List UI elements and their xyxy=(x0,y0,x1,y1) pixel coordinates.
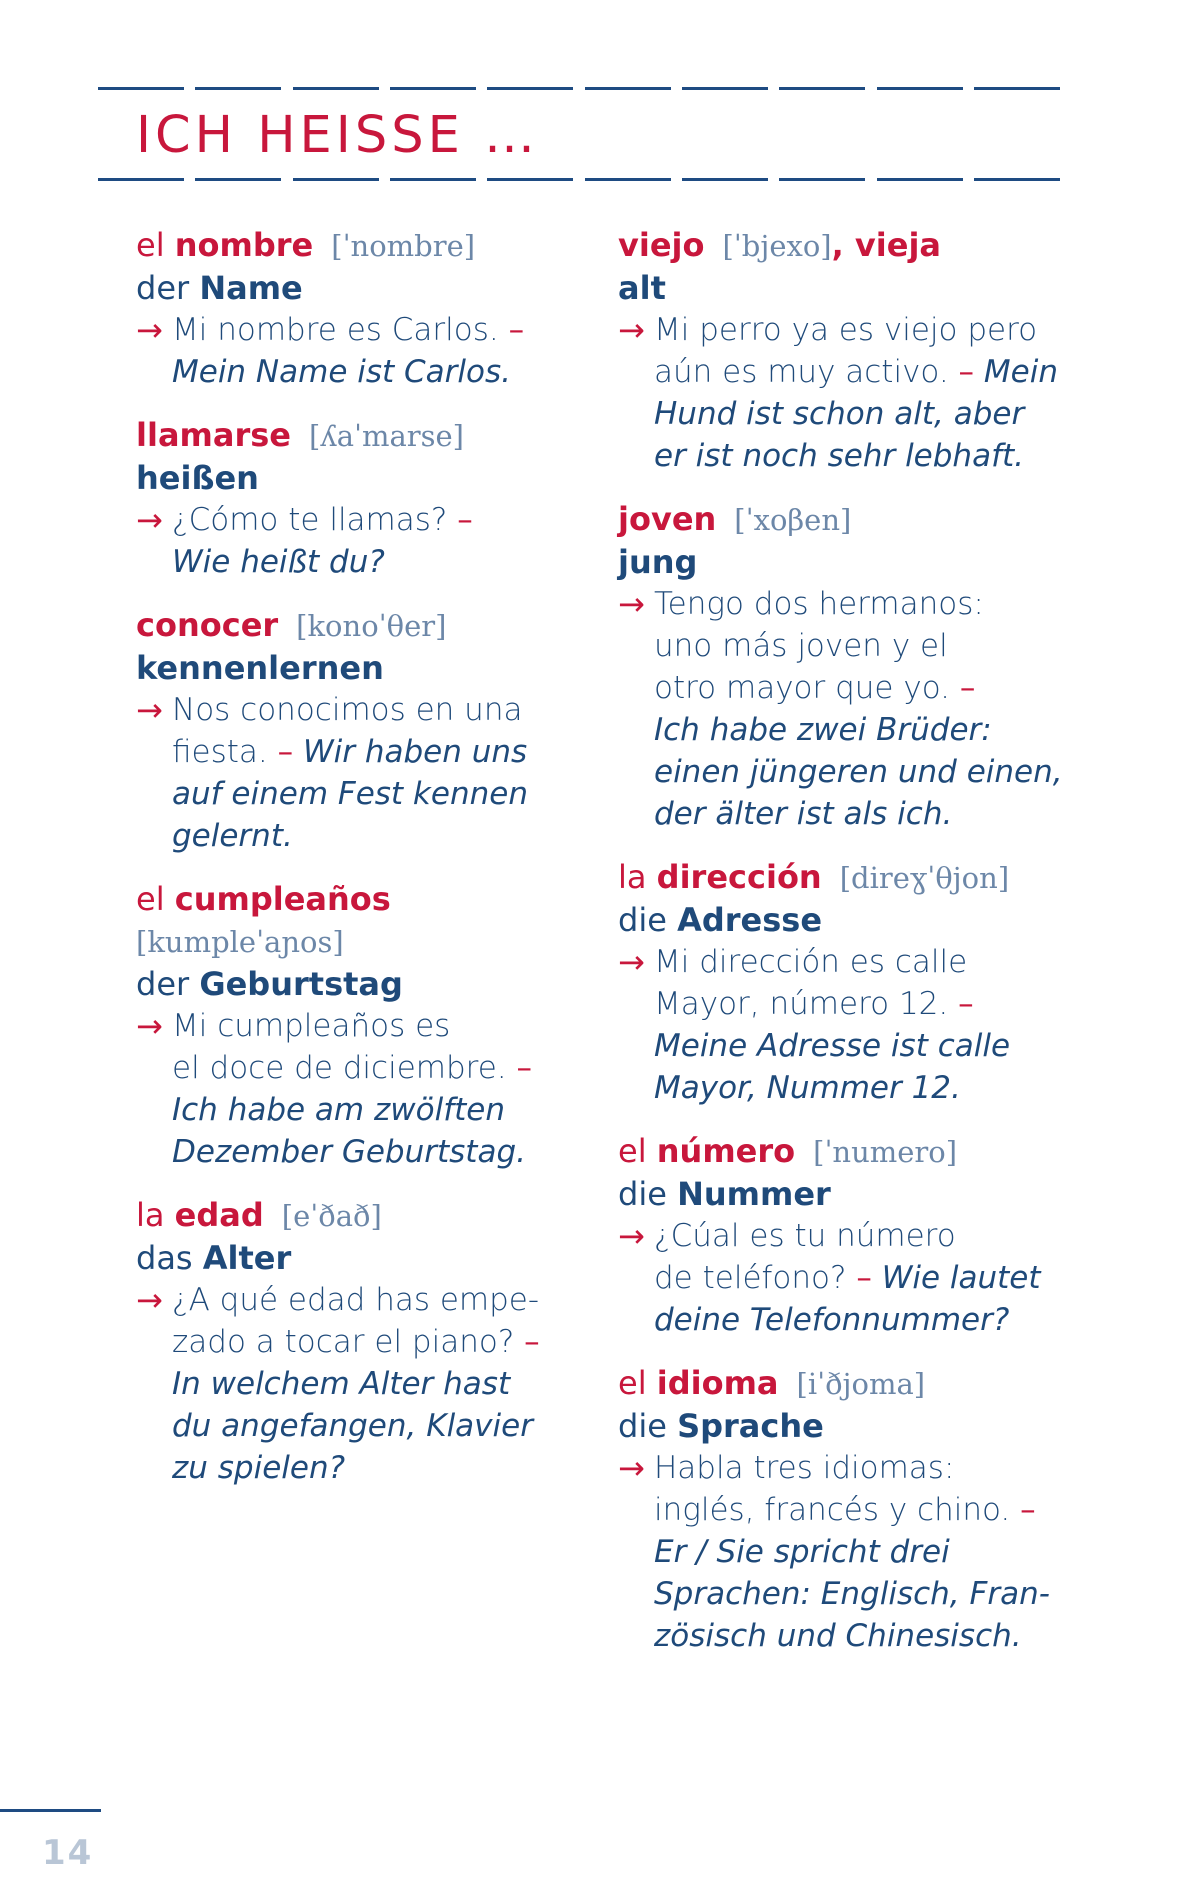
example-sentence xyxy=(136,309,566,393)
example-line xyxy=(654,1215,1048,1257)
example-german: Mein Name ist Carlos. xyxy=(172,354,511,390)
example-german: der älter ist als ich. xyxy=(654,796,953,832)
vocab-entry xyxy=(136,604,566,857)
example-german: Meine Adresse ist calle xyxy=(654,1028,1011,1064)
vocab-entry xyxy=(136,878,566,1173)
page-title: ICH HEISSE … xyxy=(136,106,540,165)
spanish-word: viejo xyxy=(618,226,705,264)
example-german: auf einem Fest kennen xyxy=(172,776,528,812)
right-column xyxy=(618,224,1063,1678)
arrow-right-icon: → xyxy=(136,1281,163,1319)
example-line xyxy=(654,1489,1048,1531)
example-german: Mein xyxy=(983,354,1059,390)
german-word: kennenlernen xyxy=(136,649,384,687)
example-german: Mayor, Nummer 12. xyxy=(654,1070,961,1106)
example-sentence xyxy=(618,1447,1048,1657)
example-line xyxy=(654,1573,1048,1615)
example-line xyxy=(172,309,566,351)
spanish-article: la xyxy=(618,858,657,896)
example-line xyxy=(654,1025,1048,1067)
spanish-feminine-form: , vieja xyxy=(831,226,942,264)
separator-dash: – xyxy=(498,312,525,348)
page-number: 14 xyxy=(42,1833,94,1873)
german-article: die xyxy=(618,1175,678,1213)
example-line xyxy=(654,625,1048,667)
german-article: der xyxy=(136,965,200,1003)
vocab-entry xyxy=(618,1362,1048,1657)
arrow-right-icon: → xyxy=(618,1217,645,1255)
pronunciation: [iˈðjoma] xyxy=(796,1367,926,1401)
spanish-word: joven xyxy=(618,500,717,538)
example-german: Dezember Geburtstag. xyxy=(172,1134,526,1170)
title-bottom-rule xyxy=(98,178,1060,181)
example-line xyxy=(172,1405,566,1447)
example-line xyxy=(172,731,566,773)
german-word: Geburtstag xyxy=(199,965,403,1003)
german-word: Sprache xyxy=(677,1407,824,1445)
german-translation xyxy=(136,267,566,309)
german-article: die xyxy=(618,1407,678,1445)
example-line xyxy=(172,541,566,583)
spanish-headword xyxy=(136,414,566,457)
example-german: zösisch und Chinesisch. xyxy=(654,1618,1022,1654)
example-line xyxy=(172,815,566,857)
vocab-entry xyxy=(618,498,1063,835)
page-number-rule xyxy=(0,1809,101,1812)
pronunciation: [ˈxoβen] xyxy=(734,503,852,537)
example-line xyxy=(654,1531,1048,1573)
german-translation xyxy=(618,541,1048,583)
spanish-word: número xyxy=(656,1132,796,1170)
example-spanish: Mayor, número 12. xyxy=(654,986,949,1022)
example-german: Er / Sie spricht drei xyxy=(654,1534,950,1570)
spanish-article: el xyxy=(136,880,175,918)
example-spanish: zado a tocar el piano? xyxy=(172,1324,515,1360)
example-line xyxy=(654,1067,1048,1109)
spanish-word: edad xyxy=(174,1196,264,1234)
example-german: Ich habe zwei Brüder: xyxy=(654,712,992,748)
pronunciation-line xyxy=(136,920,566,963)
german-word: Nummer xyxy=(677,1175,831,1213)
spanish-word: cumpleaños xyxy=(174,880,391,918)
spanish-article: la xyxy=(136,1196,175,1234)
example-spanish: ¿Cómo te llamas? xyxy=(172,502,448,538)
example-sentence xyxy=(136,1005,566,1173)
example-spanish: Nos conocimos en una xyxy=(172,692,523,728)
example-line xyxy=(654,667,1048,709)
german-article: das xyxy=(136,1239,203,1277)
example-spanish: inglés, francés y chino. xyxy=(654,1492,1011,1528)
example-line xyxy=(654,1257,1048,1299)
title-top-rule xyxy=(98,87,1060,90)
pronunciation: [konoˈθer] xyxy=(296,609,447,643)
example-german: deine Telefonnummer? xyxy=(654,1302,1010,1338)
german-word: Alter xyxy=(202,1239,292,1277)
spanish-headword xyxy=(618,498,1048,541)
spanish-headword xyxy=(136,1194,566,1237)
german-translation xyxy=(618,899,1048,941)
german-article: die xyxy=(618,901,678,939)
separator-dash: – xyxy=(1010,1492,1036,1528)
german-word: Name xyxy=(199,269,303,307)
separator-dash: – xyxy=(846,1260,882,1296)
example-line xyxy=(172,1321,566,1363)
spanish-article: el xyxy=(618,1132,657,1170)
german-word: heißen xyxy=(136,459,259,497)
spanish-article: el xyxy=(136,226,175,264)
german-translation xyxy=(136,457,566,499)
german-word: jung xyxy=(618,543,698,581)
example-german: zu spielen? xyxy=(172,1450,346,1486)
example-line xyxy=(654,793,1048,835)
example-spanish: el doce de diciembre. xyxy=(172,1050,507,1086)
example-sentence xyxy=(136,499,566,583)
example-sentence xyxy=(618,1215,1048,1341)
pronunciation: [ʎaˈmarse] xyxy=(309,419,464,453)
arrow-right-icon: → xyxy=(618,1449,645,1487)
example-german: einen jüngeren und einen, xyxy=(654,754,1063,790)
example-sentence xyxy=(618,583,1063,835)
example-sentence xyxy=(618,309,1059,477)
spanish-word: conocer xyxy=(136,606,279,644)
example-line xyxy=(654,351,1059,393)
example-line xyxy=(654,1615,1048,1657)
example-line xyxy=(654,1447,1048,1489)
german-translation xyxy=(618,1173,1048,1215)
example-spanish: aún es muy activo. xyxy=(654,354,949,390)
spanish-headword xyxy=(618,1130,1048,1173)
german-word: alt xyxy=(618,269,666,307)
example-sentence xyxy=(136,1279,566,1489)
spanish-headword xyxy=(136,878,566,920)
german-translation xyxy=(136,1237,566,1279)
separator-dash: – xyxy=(506,1050,533,1086)
example-german: gelernt. xyxy=(172,818,293,854)
spanish-headword xyxy=(136,604,566,647)
spanish-word: nombre xyxy=(174,226,314,264)
separator-dash: – xyxy=(948,354,984,390)
spanish-headword xyxy=(136,224,566,267)
example-line xyxy=(654,983,1048,1025)
separator-dash: – xyxy=(948,986,974,1022)
example-line xyxy=(172,351,566,393)
arrow-right-icon: → xyxy=(618,943,645,981)
example-spanish: Mi cumpleaños es xyxy=(172,1008,451,1044)
pronunciation: [ˈbjexo] xyxy=(722,229,832,263)
example-line xyxy=(172,773,566,815)
arrow-right-icon: → xyxy=(136,1007,163,1045)
example-german: Hund ist schon alt, aber xyxy=(654,396,1025,432)
arrow-right-icon: → xyxy=(136,691,163,729)
vocab-entry xyxy=(136,224,566,393)
example-line xyxy=(172,1089,566,1131)
example-german: Wir haben uns xyxy=(302,734,528,770)
pronunciation: [ˈnombre] xyxy=(331,229,476,263)
example-spanish: Mi nombre es Carlos. xyxy=(172,312,499,348)
example-line xyxy=(172,1131,566,1173)
arrow-right-icon: → xyxy=(618,311,645,349)
example-german: Wie lautet xyxy=(881,1260,1041,1296)
example-spanish: ¿A qué edad has empe- xyxy=(172,1282,540,1318)
vocab-entry xyxy=(618,856,1048,1109)
example-line xyxy=(654,435,1048,477)
separator-dash: – xyxy=(514,1324,540,1360)
example-line xyxy=(172,499,566,541)
example-line xyxy=(654,309,1048,351)
example-german: In welchem Alter hast xyxy=(172,1366,511,1402)
example-german: Sprachen: Englisch, Fran- xyxy=(654,1576,1050,1612)
example-spanish: uno más joven y el xyxy=(654,628,948,664)
vocab-entry xyxy=(618,224,1059,477)
example-sentence xyxy=(136,689,566,857)
spanish-headword xyxy=(618,1362,1048,1405)
example-line xyxy=(172,1047,566,1089)
example-spanish: ¿Cúal es tu número xyxy=(654,1218,956,1254)
example-spanish: otro mayor que yo. xyxy=(654,670,950,706)
example-sentence xyxy=(618,941,1048,1109)
arrow-right-icon: → xyxy=(136,311,163,349)
german-translation xyxy=(136,963,566,1005)
example-german: Wie heißt du? xyxy=(172,544,385,580)
example-line xyxy=(654,941,1048,983)
spanish-headword xyxy=(618,224,1048,267)
example-german: du angefangen, Klavier xyxy=(172,1408,533,1444)
german-word: Adresse xyxy=(677,901,823,939)
example-line xyxy=(654,1299,1048,1341)
vocab-entry xyxy=(136,414,566,583)
separator-dash: – xyxy=(267,734,303,770)
pronunciation: [ˈnumero] xyxy=(813,1135,958,1169)
example-line xyxy=(172,1005,566,1047)
example-spanish: de teléfono? xyxy=(654,1260,847,1296)
vocab-entry xyxy=(618,1130,1048,1341)
german-translation xyxy=(618,267,1048,309)
example-spanish: Mi perro ya es viejo pero xyxy=(654,312,1038,348)
left-column xyxy=(136,224,566,1510)
example-spanish: fiesta. xyxy=(172,734,268,770)
german-article: der xyxy=(136,269,200,307)
example-line xyxy=(654,709,1048,751)
spanish-word: llamarse xyxy=(136,416,291,454)
example-spanish: Mi dirección es calle xyxy=(654,944,968,980)
example-line xyxy=(654,751,1063,793)
separator-dash: – xyxy=(949,670,976,706)
example-german: Ich habe am zwölften xyxy=(172,1092,505,1128)
example-line xyxy=(654,393,1048,435)
spanish-article: el xyxy=(618,1364,657,1402)
vocab-entry xyxy=(136,1194,566,1489)
arrow-right-icon: → xyxy=(136,501,163,539)
example-spanish: Tengo dos hermanos: xyxy=(654,586,984,622)
separator-dash: – xyxy=(447,502,473,538)
example-line xyxy=(172,1363,566,1405)
spanish-word: dirección xyxy=(656,858,822,896)
example-line xyxy=(654,583,1048,625)
german-translation xyxy=(136,647,566,689)
pronunciation: [kumpleˈaɲos] xyxy=(136,925,344,959)
example-line xyxy=(172,1279,566,1321)
example-line xyxy=(172,689,566,731)
pronunciation: [direɣˈθjon] xyxy=(839,861,1010,895)
german-translation xyxy=(618,1405,1048,1447)
pronunciation: [eˈðað] xyxy=(281,1199,382,1233)
arrow-right-icon: → xyxy=(618,585,645,623)
example-spanish: Habla tres idiomas: xyxy=(654,1450,955,1486)
spanish-word: idioma xyxy=(656,1364,779,1402)
example-german: er ist noch sehr lebhaft. xyxy=(654,438,1025,474)
example-line xyxy=(172,1447,566,1489)
spanish-headword xyxy=(618,856,1048,899)
